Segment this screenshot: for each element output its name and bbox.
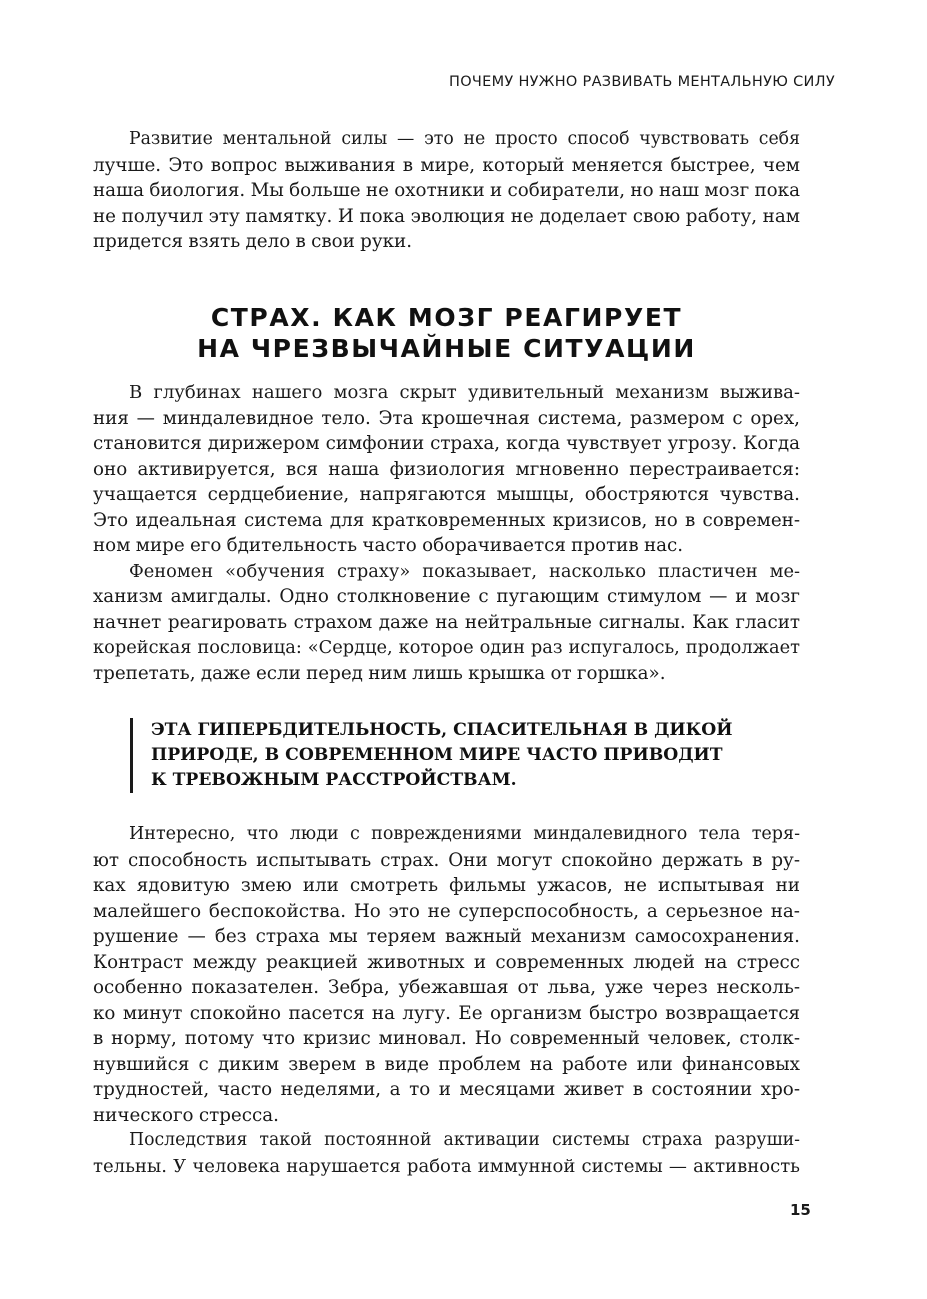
text-line: корейская пословица: «Сердце, которое один раз испугалось, продолжает: [93, 637, 800, 658]
pullquote-line: ПРИРОДЕ, В СОВРЕМЕННОМ МИРЕ ЧАСТО ПРИВОДИТ: [151, 745, 723, 765]
text-line: трепетать, даже если перед ним лишь крышка от горшка».: [93, 662, 666, 684]
text-line: В глубинах нашего мозга скрыт удивительный механизм выжива-: [129, 382, 800, 403]
text-line: наша биология. Мы больше не охотники и собиратели, но наш мозг пока: [93, 180, 800, 201]
text-line: Развитие ментальной силы — это не просто способ чувствовать себя: [129, 129, 800, 149]
text-line: ния — миндалевидное тело. Эта крошечная система, размером с орех,: [93, 407, 800, 429]
text-line: лучше. Это вопрос выживания в мире, который меняется быстрее, чем: [93, 154, 800, 176]
text-line: ханизм амигдалы. Одно столкновение с пугающим стимулом — и мозг: [93, 586, 800, 607]
intro-paragraph: [93, 127, 800, 255]
text-line: оно активируется, вся наша физиология мгновенно перестраивается:: [93, 458, 800, 480]
text-line: ют способность испытывать страх. Они могут спокойно держать в ру-: [93, 849, 800, 871]
text-line: нувшийся с диким зверем в виде проблем на работе или финансовых: [93, 1053, 800, 1075]
text-line: учащается сердцебиение, напрягаются мышцы, обостряются чувства.: [93, 484, 800, 505]
heading-line: НА ЧРЕЗВЫЧАЙНЫЕ СИТУАЦИИ: [197, 334, 696, 363]
section2-text: [93, 822, 800, 1179]
text-line: малейшего беспокойства. Но это не суперспособность, а серьезное на-: [93, 900, 800, 922]
pullquote-line: К ТРЕВОЖНЫМ РАССТРОЙСТВАМ.: [151, 770, 517, 790]
text-line: особенно показателен. Зебра, убежавшая от льва, уже через несколь-: [93, 977, 800, 998]
text-line: начнет реагировать страхом даже на нейтральные сигналы. Как гласит: [93, 611, 800, 633]
text-line: ко минут спокойно пасется на лугу. Ее организм быстро возвращается: [93, 1002, 800, 1024]
text-line: тельны. У человека нарушается работа иммунной системы — активность: [93, 1155, 800, 1177]
text-line: Это идеальная система для кратковременных кризисов, но в современ-: [93, 509, 800, 531]
text-line: придется взять дело в свои руки.: [93, 231, 413, 252]
running-head: ПОЧЕМУ НУЖНО РАЗВИВАТЬ МЕНТАЛЬНУЮ СИЛУ: [448, 74, 835, 90]
text-line: трудностей, часто неделями, а то и месяцами живет в состоянии хро-: [93, 1079, 800, 1100]
text-line: не получил эту памятку. И пока эволюция не доделает свою работу, нам: [93, 205, 800, 227]
pullquote-line: ЭТА ГИПЕРБДИТЕЛЬНОСТЬ, СПАСИТЕЛЬНАЯ В ДИКОЙ: [151, 720, 733, 740]
text-line: Контраст между реакцией животных и современных людей на стресс: [93, 951, 800, 973]
text-line: Последствия такой постоянной активации системы страха разруши-: [129, 1130, 800, 1150]
text-line: в норму, потому что кризис миновал. Но современный человек, столк-: [93, 1028, 800, 1049]
heading-line: СТРАХ. КАК МОЗГ РЕАГИРУЕТ: [210, 303, 683, 332]
text-line: Интересно, что люди с повреждениями миндалевидного тела теря-: [129, 824, 800, 844]
section-heading: [93, 302, 800, 364]
text-line: ках ядовитую змею или смотреть фильмы ужасов, не испытывая ни: [93, 875, 800, 896]
text-line: Феномен «обучения страху» показывает, насколько пластичен ме-: [129, 560, 800, 582]
text-line: ном мире его бдительность часто оборачивается против нас.: [93, 535, 684, 556]
page-number: 15: [790, 1201, 811, 1219]
section1-text: [93, 380, 800, 686]
text-line: нического стресса.: [93, 1104, 279, 1126]
pull-quote: [130, 718, 751, 793]
text-line: становится дирижером симфонии страха, когда чувствует угрозу. Когда: [93, 433, 800, 454]
text-line: рушение — без страха мы теряем важный механизм самосохранения.: [93, 926, 800, 947]
